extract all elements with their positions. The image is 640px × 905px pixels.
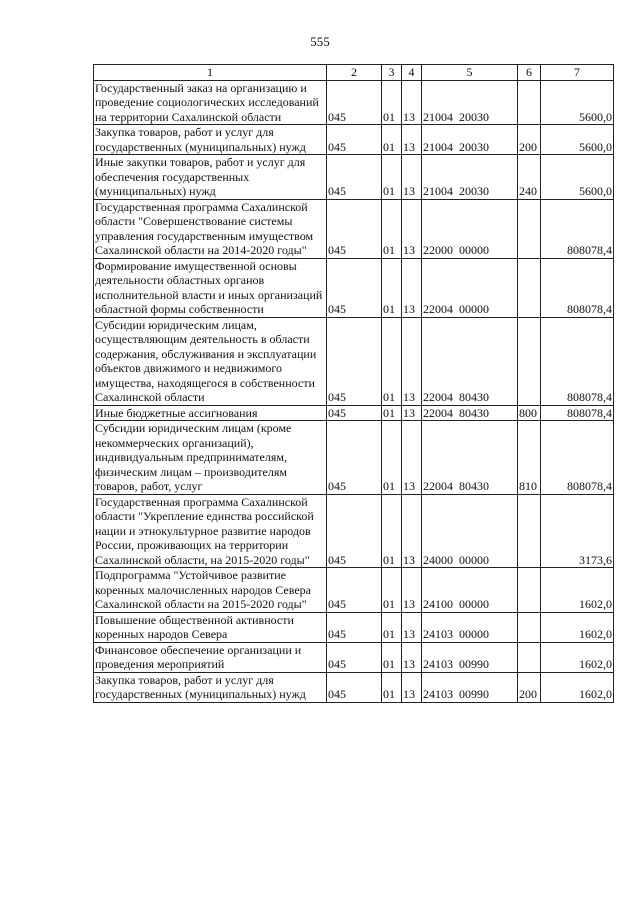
row-subsection: 13 (402, 494, 422, 568)
row-amount: 808078,4 (541, 258, 614, 317)
row-expense-type (518, 258, 541, 317)
row-amount: 1602,0 (541, 642, 614, 672)
row-target-article: 24103 00990 (422, 642, 518, 672)
row-amount: 808078,4 (541, 405, 614, 421)
row-target-article: 22004 00000 (422, 258, 518, 317)
row-target-article: 24103 00000 (422, 612, 518, 642)
row-target-article: 24000 00000 (422, 494, 518, 568)
table-row (94, 568, 614, 613)
row-grbs: 045 (327, 568, 382, 613)
table-row (94, 612, 614, 642)
row-name: Субсидии юридическим лицам (кроме некоммерческих организаций), индивидуальным предпринимателям, физическим лицам – производителям товаров, работ, услуг (94, 421, 327, 495)
row-expense-type: 810 (518, 421, 541, 495)
row-section: 01 (382, 80, 402, 125)
row-name: Государственный заказ на организацию и проведение социологических исследований на территории Сахалинской области (94, 80, 327, 125)
table-row (94, 317, 614, 405)
row-subsection: 13 (402, 80, 422, 125)
row-amount: 808078,4 (541, 421, 614, 495)
row-target-article: 22004 80430 (422, 421, 518, 495)
row-expense-type (518, 494, 541, 568)
row-amount: 5600,0 (541, 155, 614, 200)
row-grbs: 045 (327, 199, 382, 258)
row-name: Повышение общественной активности коренных народов Севера (94, 612, 327, 642)
row-expense-type (518, 568, 541, 613)
row-grbs: 045 (327, 642, 382, 672)
row-target-article: 24100 00000 (422, 568, 518, 613)
header-col-2: 2 (327, 65, 382, 81)
row-section: 01 (382, 199, 402, 258)
row-section: 01 (382, 672, 402, 702)
row-grbs: 045 (327, 317, 382, 405)
row-subsection: 13 (402, 258, 422, 317)
row-section: 01 (382, 125, 402, 155)
table-row (94, 421, 614, 495)
row-subsection: 13 (402, 568, 422, 613)
row-subsection: 13 (402, 672, 422, 702)
row-amount: 5600,0 (541, 125, 614, 155)
row-name: Формирование имущественной основы деятельности областных органов исполнительной власти и иных организаций областной формы собственности (94, 258, 327, 317)
header-col-1: 1 (94, 65, 327, 81)
row-subsection: 13 (402, 155, 422, 200)
row-grbs: 045 (327, 672, 382, 702)
row-name: Иные бюджетные ассигнования (94, 405, 327, 421)
row-grbs: 045 (327, 494, 382, 568)
table-row (94, 494, 614, 568)
row-grbs: 045 (327, 421, 382, 495)
row-grbs: 045 (327, 80, 382, 125)
row-target-article: 22000 00000 (422, 199, 518, 258)
row-name: Закупка товаров, работ и услуг для государственных (муниципальных) нужд (94, 125, 327, 155)
row-amount: 808078,4 (541, 317, 614, 405)
row-name: Иные закупки товаров, работ и услуг для обеспечения государственных (муниципальных) нужд (94, 155, 327, 200)
row-section: 01 (382, 421, 402, 495)
table-row (94, 125, 614, 155)
row-subsection: 13 (402, 125, 422, 155)
row-amount: 1602,0 (541, 612, 614, 642)
table-row (94, 405, 614, 421)
row-subsection: 13 (402, 405, 422, 421)
row-expense-type: 240 (518, 155, 541, 200)
row-subsection: 13 (402, 612, 422, 642)
row-target-article: 21004 20030 (422, 125, 518, 155)
row-amount: 5600,0 (541, 80, 614, 125)
row-subsection: 13 (402, 317, 422, 405)
row-amount: 1602,0 (541, 568, 614, 613)
row-grbs: 045 (327, 155, 382, 200)
row-grbs: 045 (327, 405, 382, 421)
header-col-4: 4 (402, 65, 422, 81)
row-expense-type (518, 317, 541, 405)
row-grbs: 045 (327, 258, 382, 317)
row-expense-type (518, 642, 541, 672)
row-amount: 3173,6 (541, 494, 614, 568)
header-col-6: 6 (518, 65, 541, 81)
header-col-3: 3 (382, 65, 402, 81)
row-section: 01 (382, 258, 402, 317)
table-row (94, 155, 614, 200)
row-section: 01 (382, 317, 402, 405)
row-section: 01 (382, 405, 402, 421)
row-name: Государственная программа Сахалинской области "Совершенствование системы управления государственным имуществом Сахалинской области на 2014-2020 годы" (94, 199, 327, 258)
table-row (94, 80, 614, 125)
row-target-article: 21004 20030 (422, 155, 518, 200)
header-col-7: 7 (541, 65, 614, 81)
row-section: 01 (382, 568, 402, 613)
row-amount: 1602,0 (541, 672, 614, 702)
row-expense-type: 800 (518, 405, 541, 421)
table-row (94, 199, 614, 258)
row-amount: 808078,4 (541, 199, 614, 258)
row-name: Подпрограмма "Устойчивое развитие коренных малочисленных народов Севера Сахалинской области на 2015-2020 годы" (94, 568, 327, 613)
table-row (94, 672, 614, 702)
row-section: 01 (382, 612, 402, 642)
row-target-article: 22004 80430 (422, 405, 518, 421)
row-expense-type: 200 (518, 125, 541, 155)
row-target-article: 24103 00990 (422, 672, 518, 702)
table-row (94, 258, 614, 317)
row-subsection: 13 (402, 642, 422, 672)
row-section: 01 (382, 494, 402, 568)
header-col-5: 5 (422, 65, 518, 81)
page-number: 555 (310, 34, 330, 49)
row-expense-type (518, 80, 541, 125)
row-expense-type (518, 199, 541, 258)
row-section: 01 (382, 642, 402, 672)
row-grbs: 045 (327, 125, 382, 155)
row-name: Закупка товаров, работ и услуг для государственных (муниципальных) нужд (94, 672, 327, 702)
row-name: Государственная программа Сахалинской области "Укрепление единства российской нации и этнокультурное развитие народов России, проживающих на территории Сахалинской области, на 2015-2020 годы" (94, 494, 327, 568)
row-subsection: 13 (402, 421, 422, 495)
table-row (94, 642, 614, 672)
header-row (94, 65, 614, 81)
row-expense-type: 200 (518, 672, 541, 702)
row-expense-type (518, 612, 541, 642)
budget-table (93, 64, 614, 703)
row-target-article: 21004 20030 (422, 80, 518, 125)
row-subsection: 13 (402, 199, 422, 258)
row-target-article: 22004 80430 (422, 317, 518, 405)
row-name: Субсидии юридическим лицам, осуществляющим деятельность в области содержания, обслуживания и эксплуатации объектов движимого и недвижимого имущества, находящегося в собственности Сахалинской области (94, 317, 327, 405)
row-section: 01 (382, 155, 402, 200)
row-name: Финансовое обеспечение организации и проведения мероприятий (94, 642, 327, 672)
row-grbs: 045 (327, 612, 382, 642)
